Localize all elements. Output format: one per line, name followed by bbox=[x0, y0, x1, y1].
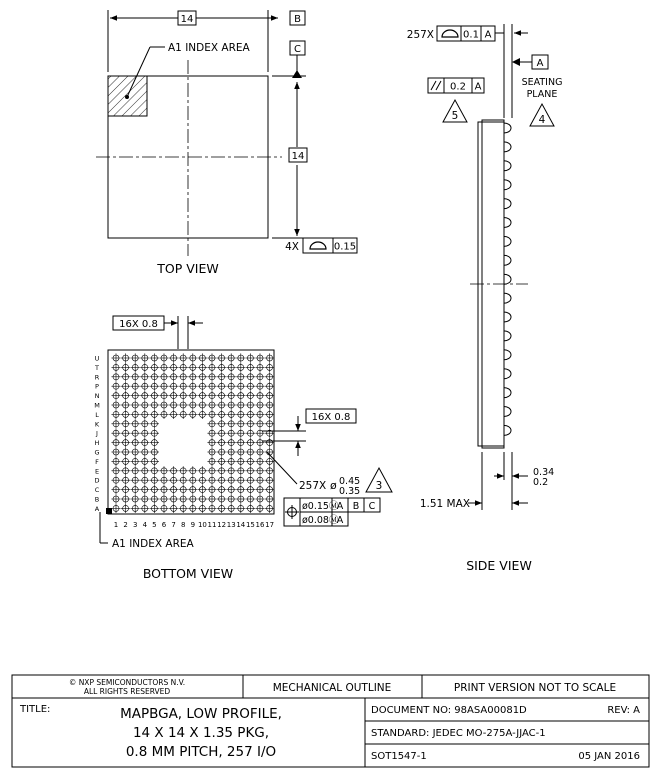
side-solder-ball bbox=[504, 161, 511, 171]
top-view bbox=[96, 10, 357, 276]
pos-tol-2: ø0.08Ⓜ bbox=[302, 515, 339, 526]
row-letter: H bbox=[94, 439, 100, 448]
coplanarity-count: 257X bbox=[406, 29, 434, 41]
side-solder-ball bbox=[504, 255, 511, 265]
copyright-line-2: ALL RIGHTS RESERVED bbox=[83, 687, 171, 696]
row-letter: D bbox=[94, 476, 100, 485]
title-label: TITLE: bbox=[20, 704, 51, 715]
flatness-count: 4X bbox=[285, 241, 299, 253]
top-view-caption: TOP VIEW bbox=[157, 261, 219, 276]
column-number: 7 bbox=[171, 521, 176, 529]
pitch-h-dim: 16X 0.8 bbox=[119, 319, 158, 330]
print-note: PRINT VERSION NOT TO SCALE bbox=[453, 682, 617, 694]
pos-tol-1-datum-c: C bbox=[368, 501, 376, 512]
pitch-v-dim: 16X 0.8 bbox=[311, 412, 351, 423]
parallel-datum: A bbox=[474, 81, 482, 93]
row-letter: L bbox=[95, 410, 99, 419]
title-line-1: MAPBGA, LOW PROFILE, bbox=[120, 706, 282, 722]
row-letters bbox=[94, 355, 100, 513]
outline-type: MECHANICAL OUTLINE bbox=[272, 682, 392, 694]
note-3: 3 bbox=[375, 480, 383, 492]
side-solder-ball bbox=[504, 199, 511, 209]
row-letter: P bbox=[95, 382, 99, 391]
revision: REV: A bbox=[607, 705, 640, 716]
column-number: 17 bbox=[265, 521, 275, 529]
side-solder-ball bbox=[504, 312, 511, 322]
row-letter: N bbox=[94, 392, 100, 401]
column-number: 14 bbox=[236, 521, 246, 529]
row-letter: E bbox=[94, 467, 100, 476]
side-view-caption: SIDE VIEW bbox=[466, 558, 532, 573]
row-letter: U bbox=[94, 354, 100, 363]
top-height-dim: 14 bbox=[291, 151, 305, 162]
parallel-value: 0.2 bbox=[450, 81, 466, 93]
datum-b-label: B bbox=[294, 14, 301, 25]
row-letter: A bbox=[94, 504, 100, 513]
row-letter: K bbox=[94, 420, 100, 429]
row-letter: B bbox=[94, 495, 100, 504]
row-letter: M bbox=[94, 401, 100, 410]
datum-a-label: A bbox=[536, 58, 544, 69]
pos-tol-2-datum: A bbox=[336, 515, 344, 526]
pos-tol-1-datum-b: B bbox=[352, 501, 360, 512]
column-numbers bbox=[114, 521, 274, 529]
side-solder-ball bbox=[504, 369, 511, 379]
side-solder-ball bbox=[504, 350, 511, 360]
side-solder-ball bbox=[504, 388, 511, 398]
ball-dia-symbol: ø bbox=[330, 479, 337, 492]
side-balls bbox=[504, 123, 511, 435]
side-view bbox=[407, 24, 563, 573]
coplanarity-datum: A bbox=[484, 29, 492, 41]
seating-plane-1: SEATING bbox=[521, 77, 563, 88]
document-number: DOCUMENT NO: 98ASA00081D bbox=[371, 705, 527, 716]
column-number: 13 bbox=[226, 521, 236, 529]
side-solder-ball bbox=[504, 236, 511, 246]
note-4: 4 bbox=[538, 114, 546, 126]
column-number: 11 bbox=[207, 521, 217, 529]
title-block bbox=[12, 675, 649, 767]
side-solder-ball bbox=[504, 123, 511, 133]
coplanarity-value: 0.1 bbox=[463, 29, 479, 41]
side-solder-ball bbox=[504, 293, 511, 303]
ball-dia-max: 0.45 bbox=[339, 476, 361, 487]
row-letter: T bbox=[95, 363, 99, 372]
ball-height-max: 0.34 bbox=[533, 467, 555, 478]
column-number: 15 bbox=[245, 521, 255, 529]
column-number: 12 bbox=[217, 521, 227, 529]
side-solder-ball bbox=[504, 331, 511, 341]
bottom-view-caption: BOTTOM VIEW bbox=[142, 566, 234, 581]
note-5: 5 bbox=[451, 110, 459, 122]
ball-grid bbox=[111, 353, 274, 513]
column-number: 9 bbox=[190, 521, 196, 529]
row-letter: J bbox=[96, 429, 98, 438]
datum-c-label: C bbox=[294, 44, 301, 55]
top-width-dim: 14 bbox=[180, 14, 194, 25]
side-solder-ball bbox=[504, 425, 511, 435]
column-number: 5 bbox=[152, 521, 157, 529]
bottom-a1-label: A1 INDEX AREA bbox=[112, 538, 194, 550]
column-number: 6 bbox=[161, 521, 167, 529]
ball-count: 257X bbox=[299, 480, 327, 492]
drawing-date: 05 JAN 2016 bbox=[578, 751, 640, 762]
flatness-value: 0.15 bbox=[333, 241, 357, 253]
seating-plane-2: PLANE bbox=[526, 89, 558, 100]
column-number: 8 bbox=[180, 521, 186, 529]
sot-code: SOT1547-1 bbox=[371, 751, 427, 762]
row-letter: G bbox=[94, 448, 100, 457]
pos-tol-1-datum-a: A bbox=[336, 501, 344, 512]
title-line-2: 14 X 14 X 1.35 PKG, bbox=[132, 725, 270, 741]
column-number: 4 bbox=[142, 521, 148, 529]
side-solder-ball bbox=[504, 407, 511, 417]
column-number: 16 bbox=[255, 521, 265, 529]
row-letter: F bbox=[95, 457, 99, 466]
column-number: 10 bbox=[197, 521, 207, 529]
top-a1-label: A1 INDEX AREA bbox=[168, 42, 250, 54]
a1-corner-mark bbox=[106, 508, 112, 514]
title-line-3: 0.8 MM PITCH, 257 I/O bbox=[125, 744, 277, 760]
column-number: 2 bbox=[123, 521, 128, 529]
bottom-view bbox=[94, 316, 392, 581]
ball-dia-min: 0.35 bbox=[339, 486, 361, 497]
pos-tol-1: ø0.15Ⓜ bbox=[302, 501, 339, 512]
side-solder-ball bbox=[504, 274, 511, 284]
side-solder-ball bbox=[504, 218, 511, 228]
column-number: 3 bbox=[132, 521, 138, 529]
side-solder-ball bbox=[504, 142, 511, 152]
total-height: 1.51 MAX bbox=[419, 498, 470, 510]
column-number: 1 bbox=[113, 521, 119, 529]
ball-height-min: 0.2 bbox=[533, 477, 549, 488]
row-letter: C bbox=[94, 486, 100, 495]
side-solder-ball bbox=[504, 180, 511, 190]
copyright-line-1: © NXP SEMICONDUCTORS N.V. bbox=[68, 678, 186, 687]
row-letter: R bbox=[94, 373, 100, 382]
standard: STANDARD: JEDEC MO-275A-JJAC-1 bbox=[371, 728, 546, 739]
